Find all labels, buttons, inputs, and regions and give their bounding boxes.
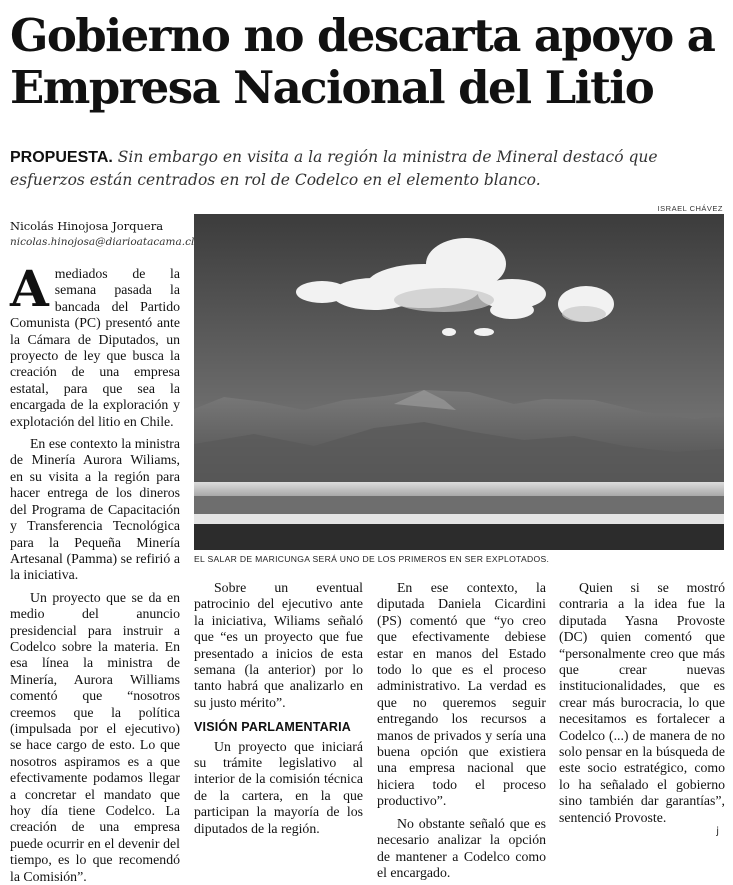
article-column-1 bbox=[10, 259, 180, 885]
subheading-kicker: PROPUESTA. bbox=[10, 149, 113, 166]
byline-author: Nicolás Hinojosa Jorquera bbox=[10, 219, 164, 233]
headline-line-1: Gobierno no descarta apoyo a bbox=[10, 9, 715, 62]
article-paragraph-5: Un proyecto que iniciará su trámite legislativo al interior de la comisión técnica de la cartera, en la que participan la mayoría de los diputados de la región. bbox=[194, 738, 363, 836]
article-paragraph-3: Un proyecto que se da en medio del anuncio presidencial para instruir a Codelco sobre la materia. En esa línea la ministra de Minería, Aurora Williams comentó que “nosotros creemos que la política (impulsada por el ejecutivo) se hace cargo de esto. Lo que nosotros aspiramos es a que efectivamente podamos llegar a concretar el mandato que hoy día tiene Codelco. La creación de una empresa puede ocurrir en el devenir del tiempo, es lo que recomendó la Comisión”. bbox=[10, 589, 180, 884]
end-mark-icon: ϳ bbox=[716, 826, 719, 837]
subheading bbox=[10, 146, 725, 192]
paragraph-1-text: mediados de la semana pasada la bancada del Partido Comunista (PC) presentó ante la Cámara de Diputados, un proyecto de ley que busca la creación de una empresa estatal, para que sea la encargada de la exploración y explotación del litio en Chile. bbox=[10, 266, 180, 429]
article-paragraph-8: Quien si se mostró contraria a la idea fue la diputada Yasna Provoste (DC) quien comentó que “personalmente creo que más que crear nuevas institucionalidades, que es crear más burocracia, lo que necesitamos es fortalecer a Codelco (...) de manera de no solo pensar en la búsqueda de este socio estratégico, como lo ha señalado el gobierno sino también dar garantías”, sentenció Provoste. bbox=[559, 580, 725, 825]
byline-email: nicolas.hinojosa@diarioatacama.cl bbox=[10, 236, 195, 248]
article-paragraph-1 bbox=[10, 259, 180, 430]
photo-caption: EL SALAR DE MARICUNGA SERÁ UNO DE LOS PRIMEROS EN SER EXPLOTADOS. bbox=[194, 554, 550, 564]
article-paragraph-2: En ese contexto la ministra de Minería Aurora Wiliams, en su visita a la región para hacer entrega de los dineros del Programa de Capacitación y Transferencia Tecnológica para la Pequeña Minería Artesanal (Pamma) se refirió a la iniciativa. bbox=[10, 436, 180, 583]
article-paragraph-6: En ese contexto, la diputada Daniela Cicardini (PS) comentó que “yo creo que efectivamente debiese estar en manos del Estado todo lo que es el proceso administrativo. La verdad es que no queremos seguir entregando los recursos a manos de privados y sería una buena opción que existiera una empresa nacional que hiciera todo el proceso productivo”. bbox=[377, 580, 546, 809]
article-paragraph-7: No obstante señaló que es necesario analizar la opción de mantener a Codelco como el encargado. bbox=[377, 815, 546, 880]
headline-line-2: Empresa Nacional del Litio bbox=[10, 61, 654, 114]
headline bbox=[10, 10, 725, 114]
article-column-4 bbox=[559, 580, 725, 826]
article-column-2 bbox=[194, 580, 363, 837]
drop-cap: A bbox=[10, 259, 49, 318]
subheading-deck: Sin embargo en visita a la región la ministra de Mineral destacó que esfuerzos están centrados en rol de Codelco en el elemento blanco. bbox=[10, 148, 658, 189]
salt-flat-landscape-icon bbox=[194, 214, 724, 550]
photo-credit: ISRAEL CHÁVEZ bbox=[657, 204, 723, 213]
article-column-3 bbox=[377, 580, 546, 881]
article-paragraph-4: Sobre un eventual patrocinio del ejecutivo ante la iniciativa, Wiliams señaló que “es un proyecto que fue presentado a inicios de esta semana (la anterior) por lo tanto habrá que analizarlo en su justo mérito”. bbox=[194, 580, 363, 710]
salt-flat-photo bbox=[194, 214, 724, 550]
section-subhead: VISIÓN PARLAMENTARIA bbox=[194, 720, 352, 735]
